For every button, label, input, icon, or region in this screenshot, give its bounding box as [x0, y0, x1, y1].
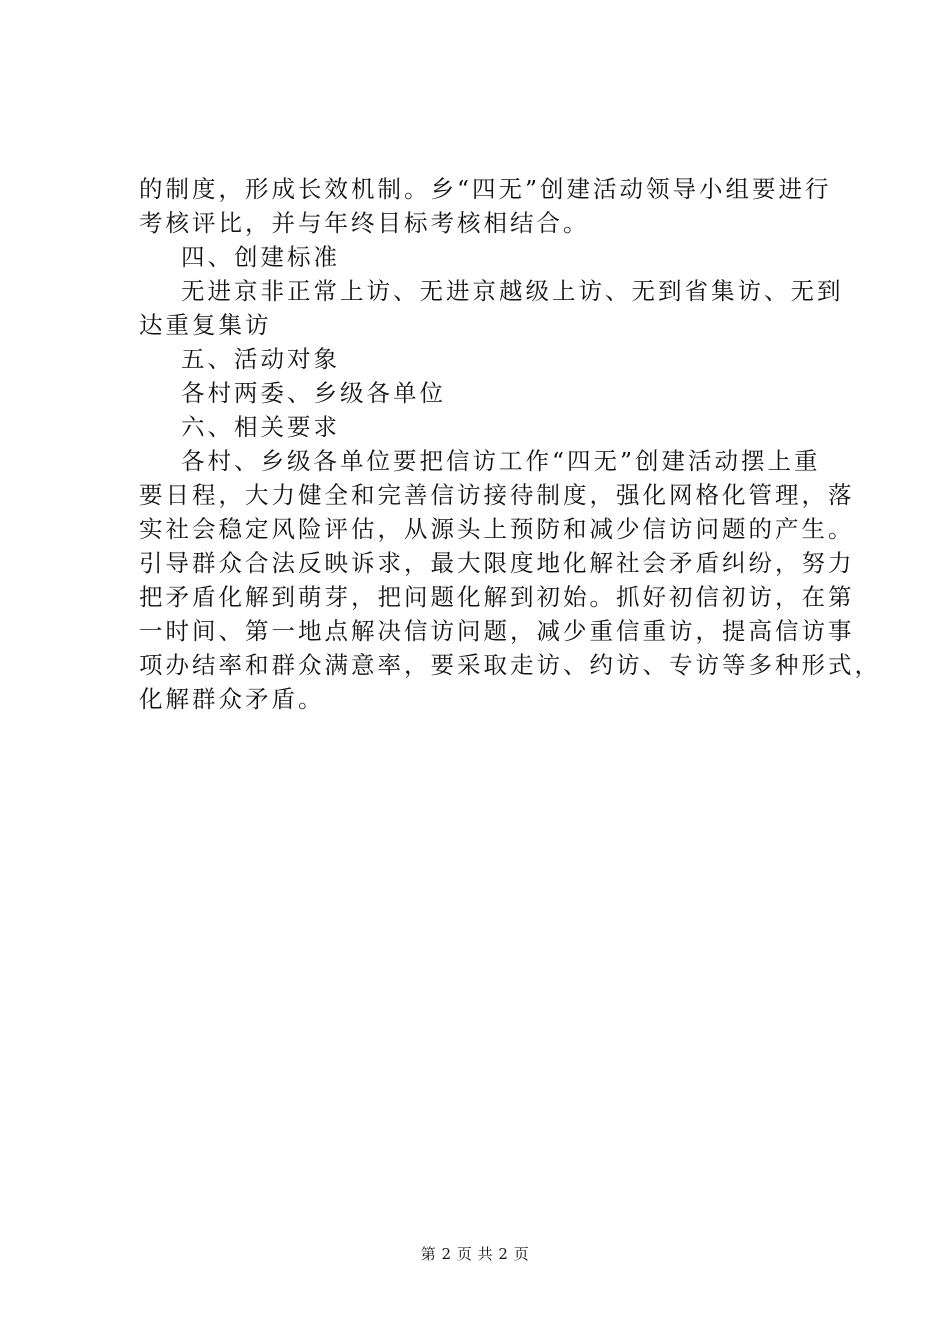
paragraph-line: 无进京非正常上访、无进京越级上访、无到省集访、无到	[181, 277, 844, 305]
paragraph-line: 考核评比，并与年终目标考核相结合。	[139, 209, 590, 237]
section-heading-targets: 五、活动对象	[181, 345, 340, 373]
paragraph-line: 一时间、第一地点解决信访问题，减少重信重访，提高信访事	[139, 617, 855, 645]
paragraph-line: 要日程，大力健全和完善信访接待制度，强化网格化管理，落	[139, 481, 855, 509]
paragraph-line: 化解群众矛盾。	[139, 685, 325, 713]
section-heading-standards: 四、创建标准	[181, 243, 340, 271]
paragraph-line: 实社会稳定风险评估，从源头上预防和减少信访问题的产生。	[139, 515, 855, 543]
paragraph-line: 各村、乡级各单位要把信访工作“四无”创建活动摆上重	[181, 447, 821, 475]
section-heading-requirements: 六、相关要求	[181, 413, 340, 441]
paragraph-line: 把矛盾化解到萌芽，把问题化解到初始。抓好初信初访，在第	[139, 583, 855, 611]
document-body	[139, 172, 881, 716]
page-footer: 第 2 页 共 2 页	[420, 1245, 530, 1263]
paragraph-line: 各村两委、乡级各单位	[181, 379, 446, 407]
paragraph-line: 达重复集访	[139, 311, 272, 339]
paragraph-line: 项办结率和群众满意率，要采取走访、约访、专访等多种形式，	[139, 651, 881, 679]
paragraph-line: 的制度，形成长效机制。乡“四无”创建活动领导小组要进行	[139, 175, 832, 203]
paragraph-line: 引导群众合法反映诉求，最大限度地化解社会矛盾纠纷，努力	[139, 549, 855, 577]
